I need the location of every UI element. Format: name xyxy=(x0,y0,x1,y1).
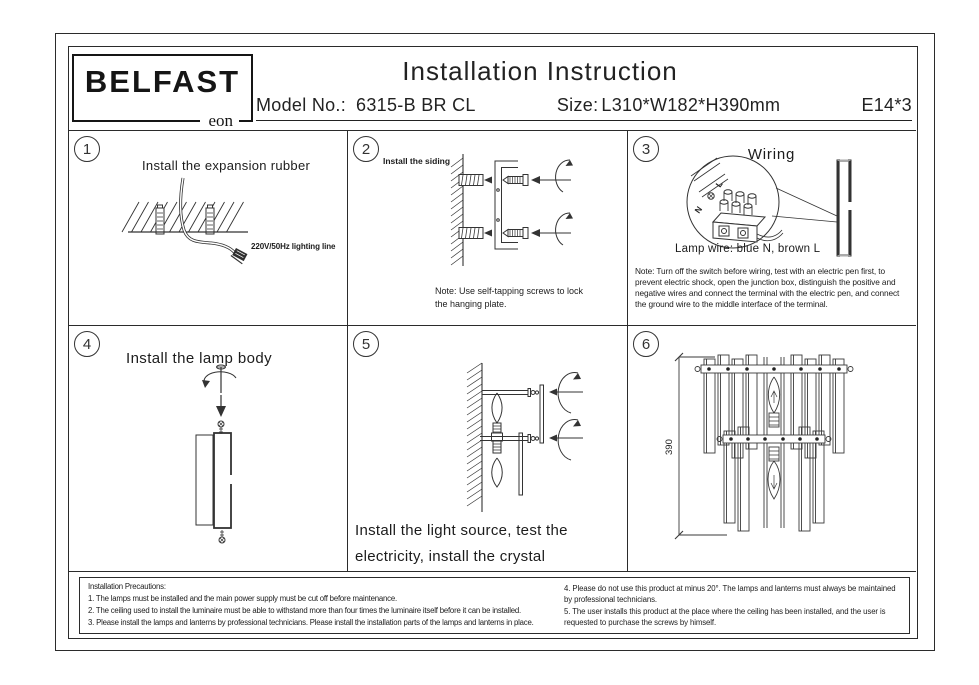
terminal-n-label: N xyxy=(692,204,705,216)
model-value: 6315-B BR CL xyxy=(356,95,476,115)
candle-bulb xyxy=(768,447,780,499)
junction-wires xyxy=(691,158,728,197)
panel-step-5 xyxy=(347,325,627,571)
brand-logo xyxy=(72,54,253,130)
precautions-right-column xyxy=(564,584,904,630)
rotation-arrow xyxy=(556,213,573,245)
step-number-badge: 1 xyxy=(74,136,100,162)
step-caption: Install the light source, test the electricity, install the crystal xyxy=(355,522,568,565)
dimension-line xyxy=(675,353,727,539)
rotation-arrow xyxy=(202,372,236,388)
candle-bulb xyxy=(768,377,779,427)
precaution-item: 5. The user installs this product at the place where the ceiling has been installed, and the user is requested to purchase the screws by himself. xyxy=(564,607,886,627)
step-note: Note: Turn off the switch before wiring, test with an electric pen first, to prevent electric shock, open the junction box, distinguish the positive and negative wires and connect the terminal with the electric pen, and connect the ground wire to the middle interface of the terminal. xyxy=(635,266,900,309)
panel-step-2 xyxy=(347,130,627,325)
step-number-badge: 3 xyxy=(633,136,659,162)
model-size-row xyxy=(256,95,912,121)
mounting-arm xyxy=(480,435,539,443)
step-caption: Install the siding xyxy=(383,156,451,166)
size-group xyxy=(557,95,780,116)
screw-icon xyxy=(217,365,226,393)
panel-step-4 xyxy=(68,325,347,571)
step-caption: Install the expansion rubber xyxy=(142,158,311,173)
down-arrow xyxy=(216,395,226,417)
leader-lines xyxy=(772,188,837,222)
expansion-anchor xyxy=(206,205,214,234)
brand-subname: eon xyxy=(200,111,239,131)
step-number-badge: 2 xyxy=(353,136,379,162)
insert-arrow xyxy=(549,389,583,396)
step-note: Note: Use self-tapping screws to lock the hanging plate. xyxy=(435,286,584,309)
mounting-bar xyxy=(695,365,853,373)
model-label: Model No.: xyxy=(256,95,347,115)
candle-bulb xyxy=(492,441,503,487)
candle-bulb xyxy=(492,393,502,433)
wall-hatch xyxy=(451,154,463,266)
precautions-title: Installation Precautions: xyxy=(88,582,166,591)
brand-name: BELFAST xyxy=(84,64,241,99)
precautions-box xyxy=(79,577,910,634)
ground-screw xyxy=(708,193,714,199)
step-number-badge: 4 xyxy=(74,331,100,357)
panel-step-6 xyxy=(627,325,916,571)
step-number-badge: 5 xyxy=(353,331,379,357)
precautions-left-column xyxy=(88,581,534,629)
lamp-wire-label: Lamp wire: blue N, brown L xyxy=(675,243,821,255)
self-tapping-screw xyxy=(503,228,528,239)
crystal-rod xyxy=(540,385,544,443)
lamp-body xyxy=(196,433,232,528)
wall-anchor xyxy=(459,228,492,239)
small-screw xyxy=(219,530,225,543)
crystal-rod xyxy=(519,433,523,495)
lamp-side-view xyxy=(837,160,852,257)
precaution-item: 2. The ceiling used to install the luminaire must be able to withstand more than four times the luminaire itself before it can be installed. xyxy=(88,606,521,615)
finished-lamp-drawing xyxy=(627,325,916,571)
mounting-bar xyxy=(717,435,831,443)
small-screw xyxy=(218,421,224,434)
precaution-item: 1. The lamps must be installed and the main power supply must be cut off before maintenance. xyxy=(88,594,397,603)
lamp-spec: E14*3 xyxy=(861,95,912,115)
panel-step-3 xyxy=(627,130,916,325)
power-wire-label: 220V/50Hz lighting line xyxy=(251,242,336,251)
terminal-l-label: L xyxy=(713,179,725,190)
step-title: Wiring xyxy=(747,146,796,163)
grid-line xyxy=(68,571,916,572)
insert-arrow xyxy=(549,435,583,442)
expansion-anchor xyxy=(156,205,164,234)
size-value: L310*W182*H390mm xyxy=(601,95,781,115)
rotation-arrow xyxy=(558,373,581,413)
self-tapping-screw xyxy=(503,175,528,186)
step-caption: Install the lamp body xyxy=(126,350,272,367)
dimension-value: 390 xyxy=(664,439,675,455)
precaution-item: 4. Please do not use this product at minus 20°. The lamps and lanterns must always be maintained by professional technicians. xyxy=(564,584,896,604)
insert-arrow xyxy=(531,229,571,237)
panel-step-1 xyxy=(68,130,347,325)
wall-hatch xyxy=(467,363,482,512)
size-label: Size: xyxy=(556,95,599,115)
wall-anchor xyxy=(459,175,492,186)
insert-arrow xyxy=(531,176,571,184)
mounting-arm xyxy=(482,389,539,397)
rotation-arrow xyxy=(558,420,581,460)
rotation-arrow xyxy=(556,160,573,192)
model-group xyxy=(256,95,476,116)
step-number-badge: 6 xyxy=(633,331,659,357)
page-title: Installation Instruction xyxy=(402,56,678,86)
precaution-item: 3. Please install the lamps and lanterns by professional technicians. Please install the installation parts of the lamps and lanterns in place. xyxy=(88,618,534,627)
